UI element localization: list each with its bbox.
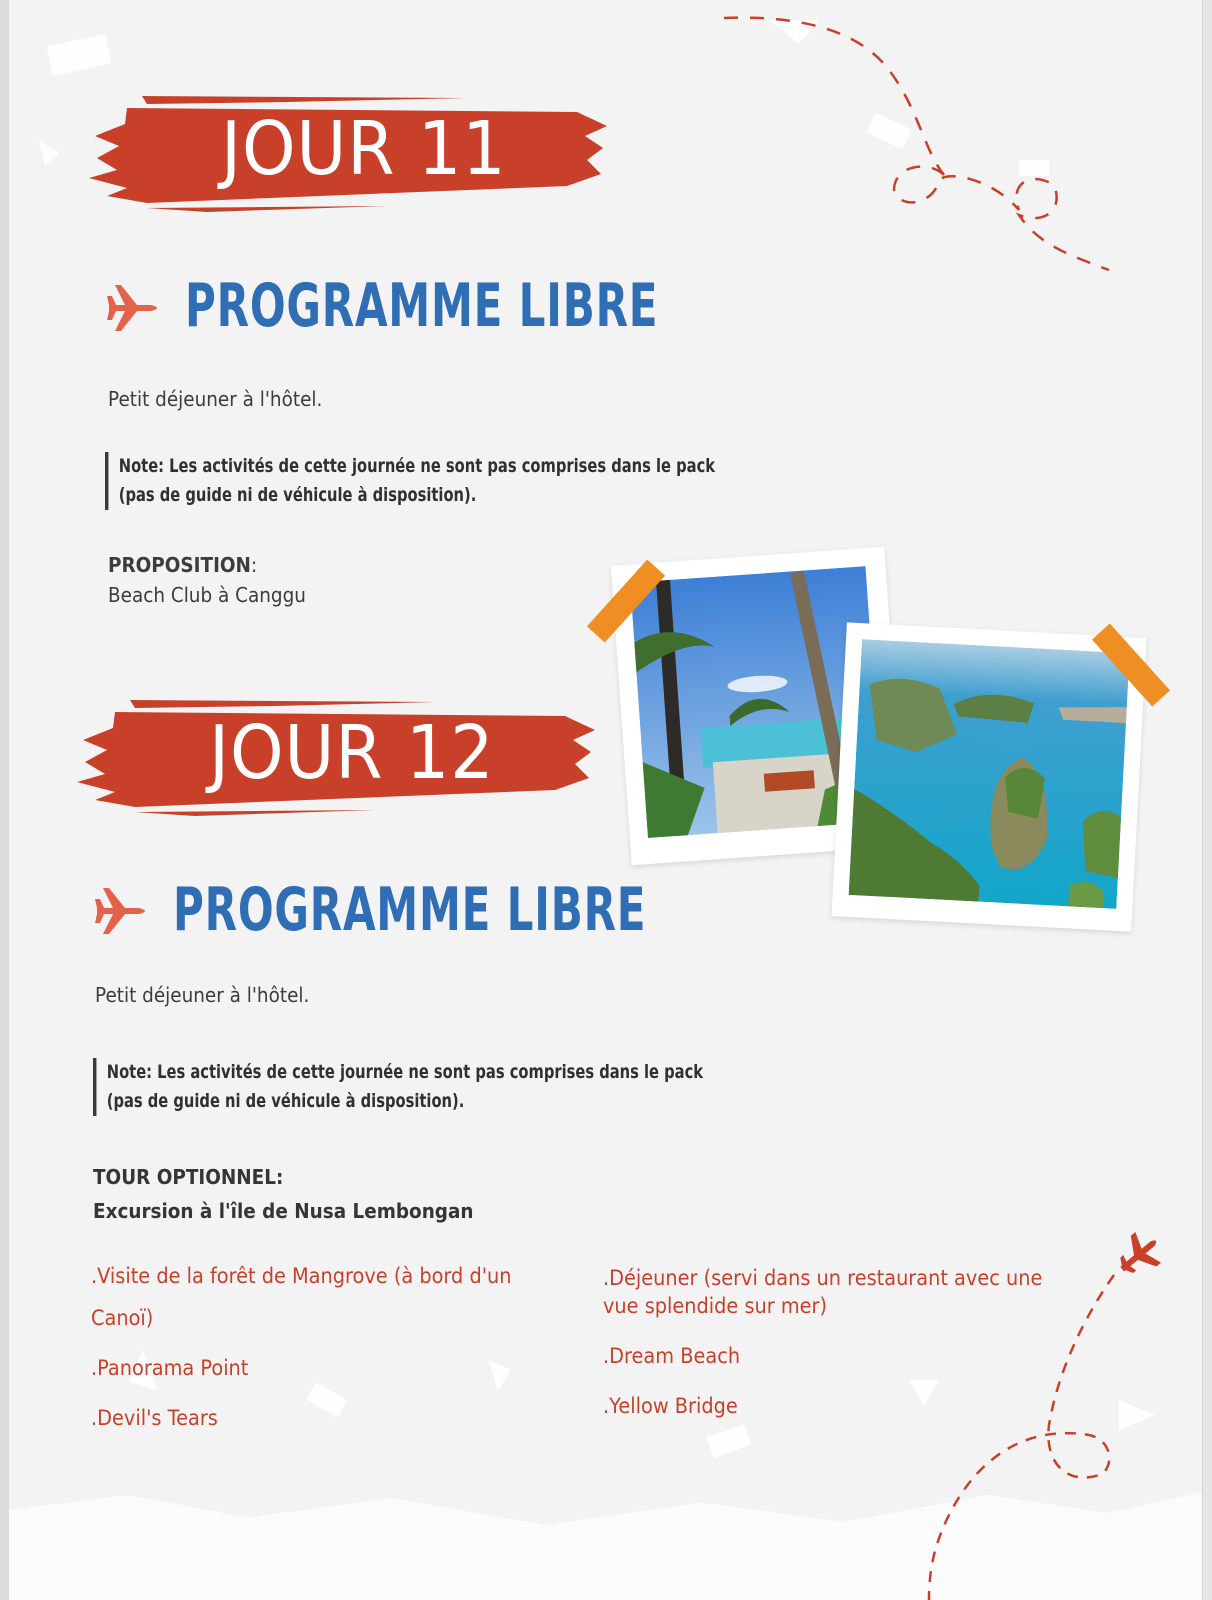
airplane-icon xyxy=(95,886,151,936)
activity-item: .Devil's Tears xyxy=(91,1406,218,1430)
note-line: Note: Les activités de cette journée ne sont pas comprises dans le pack xyxy=(106,1061,704,1083)
note-line: Note: Les activités de cette journée ne sont pas comprises dans le pack xyxy=(118,455,716,477)
breakfast-text: Petit déjeuner à l'hôtel. xyxy=(108,387,323,411)
page-edge xyxy=(1202,0,1212,1600)
note-line: (pas de guide ni de véhicule à disposition). xyxy=(106,1090,465,1112)
section-title: PROGRAMME LIBRE xyxy=(185,271,659,341)
optional-tour-label: TOUR OPTIONNEL: xyxy=(93,1165,284,1189)
proposition-value: Beach Club à Canggu xyxy=(108,583,306,607)
activities-right-list xyxy=(603,1266,1042,1418)
note-line: (pas de guide ni de véhicule à disposition). xyxy=(118,484,477,506)
activity-item: Canoï) xyxy=(91,1306,154,1330)
note-block xyxy=(93,1058,703,1116)
note-block xyxy=(105,452,715,510)
section-title: PROGRAMME LIBRE xyxy=(173,875,647,945)
activity-item: .Déjeuner (servi dans un restaurant avec une xyxy=(603,1266,1043,1290)
day-badge-label: JOUR 11 xyxy=(221,106,507,192)
airplane-icon xyxy=(1109,1226,1168,1285)
confetti-decoration xyxy=(706,1424,751,1458)
optional-tour-value: Excursion à l'île de Nusa Lembongan xyxy=(93,1199,474,1223)
dashed-flight-path-icon xyxy=(709,10,1129,290)
photo-nusa-penida xyxy=(832,622,1147,931)
activities-left-list xyxy=(91,1264,512,1430)
coastline-photo xyxy=(849,639,1130,909)
optional-tour-block xyxy=(93,1160,473,1228)
airplane-icon xyxy=(107,283,163,333)
activity-item: .Visite de la forêt de Mangrove (à bord d'un xyxy=(91,1264,512,1288)
activity-item: .Dream Beach xyxy=(603,1344,741,1368)
activity-item: .Yellow Bridge xyxy=(603,1394,738,1418)
confetti-decoration xyxy=(47,34,112,76)
day-badge-label: JOUR 12 xyxy=(209,710,495,796)
confetti-decoration xyxy=(39,140,59,166)
activity-item: vue splendide sur mer) xyxy=(603,1294,828,1318)
itinerary-page xyxy=(9,0,1203,1600)
proposition-label: PROPOSITION xyxy=(108,553,251,577)
activity-item: .Panorama Point xyxy=(91,1356,249,1380)
proposition-block: PROPOSITION: Beach Club à Canggu xyxy=(108,550,306,610)
breakfast-text: Petit déjeuner à l'hôtel. xyxy=(95,983,310,1007)
